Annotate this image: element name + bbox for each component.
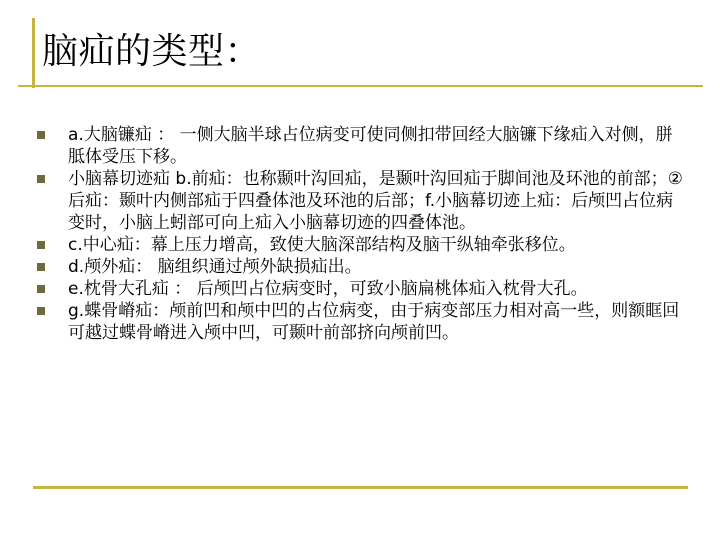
list-item <box>36 168 686 234</box>
square-bullet-icon <box>37 131 45 139</box>
list-item-text: 小脑幕切迹疝 b.前疝：也称颞叶沟回疝，是颞叶沟回疝于脚间池及环池的前部；②后疝：颞叶内侧部疝于四叠体池及环池的后部；f.小脑幕切迹上疝：后颅凹占位病变时，小脑上蚓部可向上疝入小脑幕切迹的四叠体池。 <box>68 169 683 233</box>
list-item-text: c.中心疝：幕上压力增高，致使大脑深部结构及脑干纵轴牵张移位。 <box>68 235 576 255</box>
square-bullet-icon <box>37 175 45 183</box>
page-title: 脑疝的类型： <box>42 31 262 72</box>
list-item <box>36 234 686 256</box>
list-item-text: e.枕骨大孔疝 ： 后颅凹占位病变时，可致小脑扁桃体疝入枕骨大孔。 <box>68 279 588 299</box>
bullet-list <box>36 124 686 344</box>
square-bullet-icon <box>37 307 45 315</box>
list-item <box>36 300 686 344</box>
square-bullet-icon <box>37 285 45 293</box>
square-bullet-icon <box>37 263 45 271</box>
list-item <box>36 124 686 168</box>
square-bullet-icon <box>37 241 45 249</box>
bottom-rule <box>33 486 688 489</box>
list-item <box>36 278 686 300</box>
list-item-text: g.蝶骨嵴疝：颅前凹和颅中凹的占位病变，由于病变部压力相对高一些，则额眶回可越过蝶骨嵴进入颅中凹，可颞叶前部挤向颅前凹。 <box>68 301 680 343</box>
list-item-text: d.颅外疝： 脑组织通过颅外缺损疝出。 <box>68 257 362 277</box>
title-left-rule <box>32 18 35 88</box>
list-item-text: a.大脑镰疝 ： 一侧大脑半球占位病变可使同侧扣带回经大脑镰下缘疝入对侧，胼胝体受压下移。 <box>68 125 673 167</box>
title-underline <box>18 85 703 87</box>
list-item <box>36 256 686 278</box>
